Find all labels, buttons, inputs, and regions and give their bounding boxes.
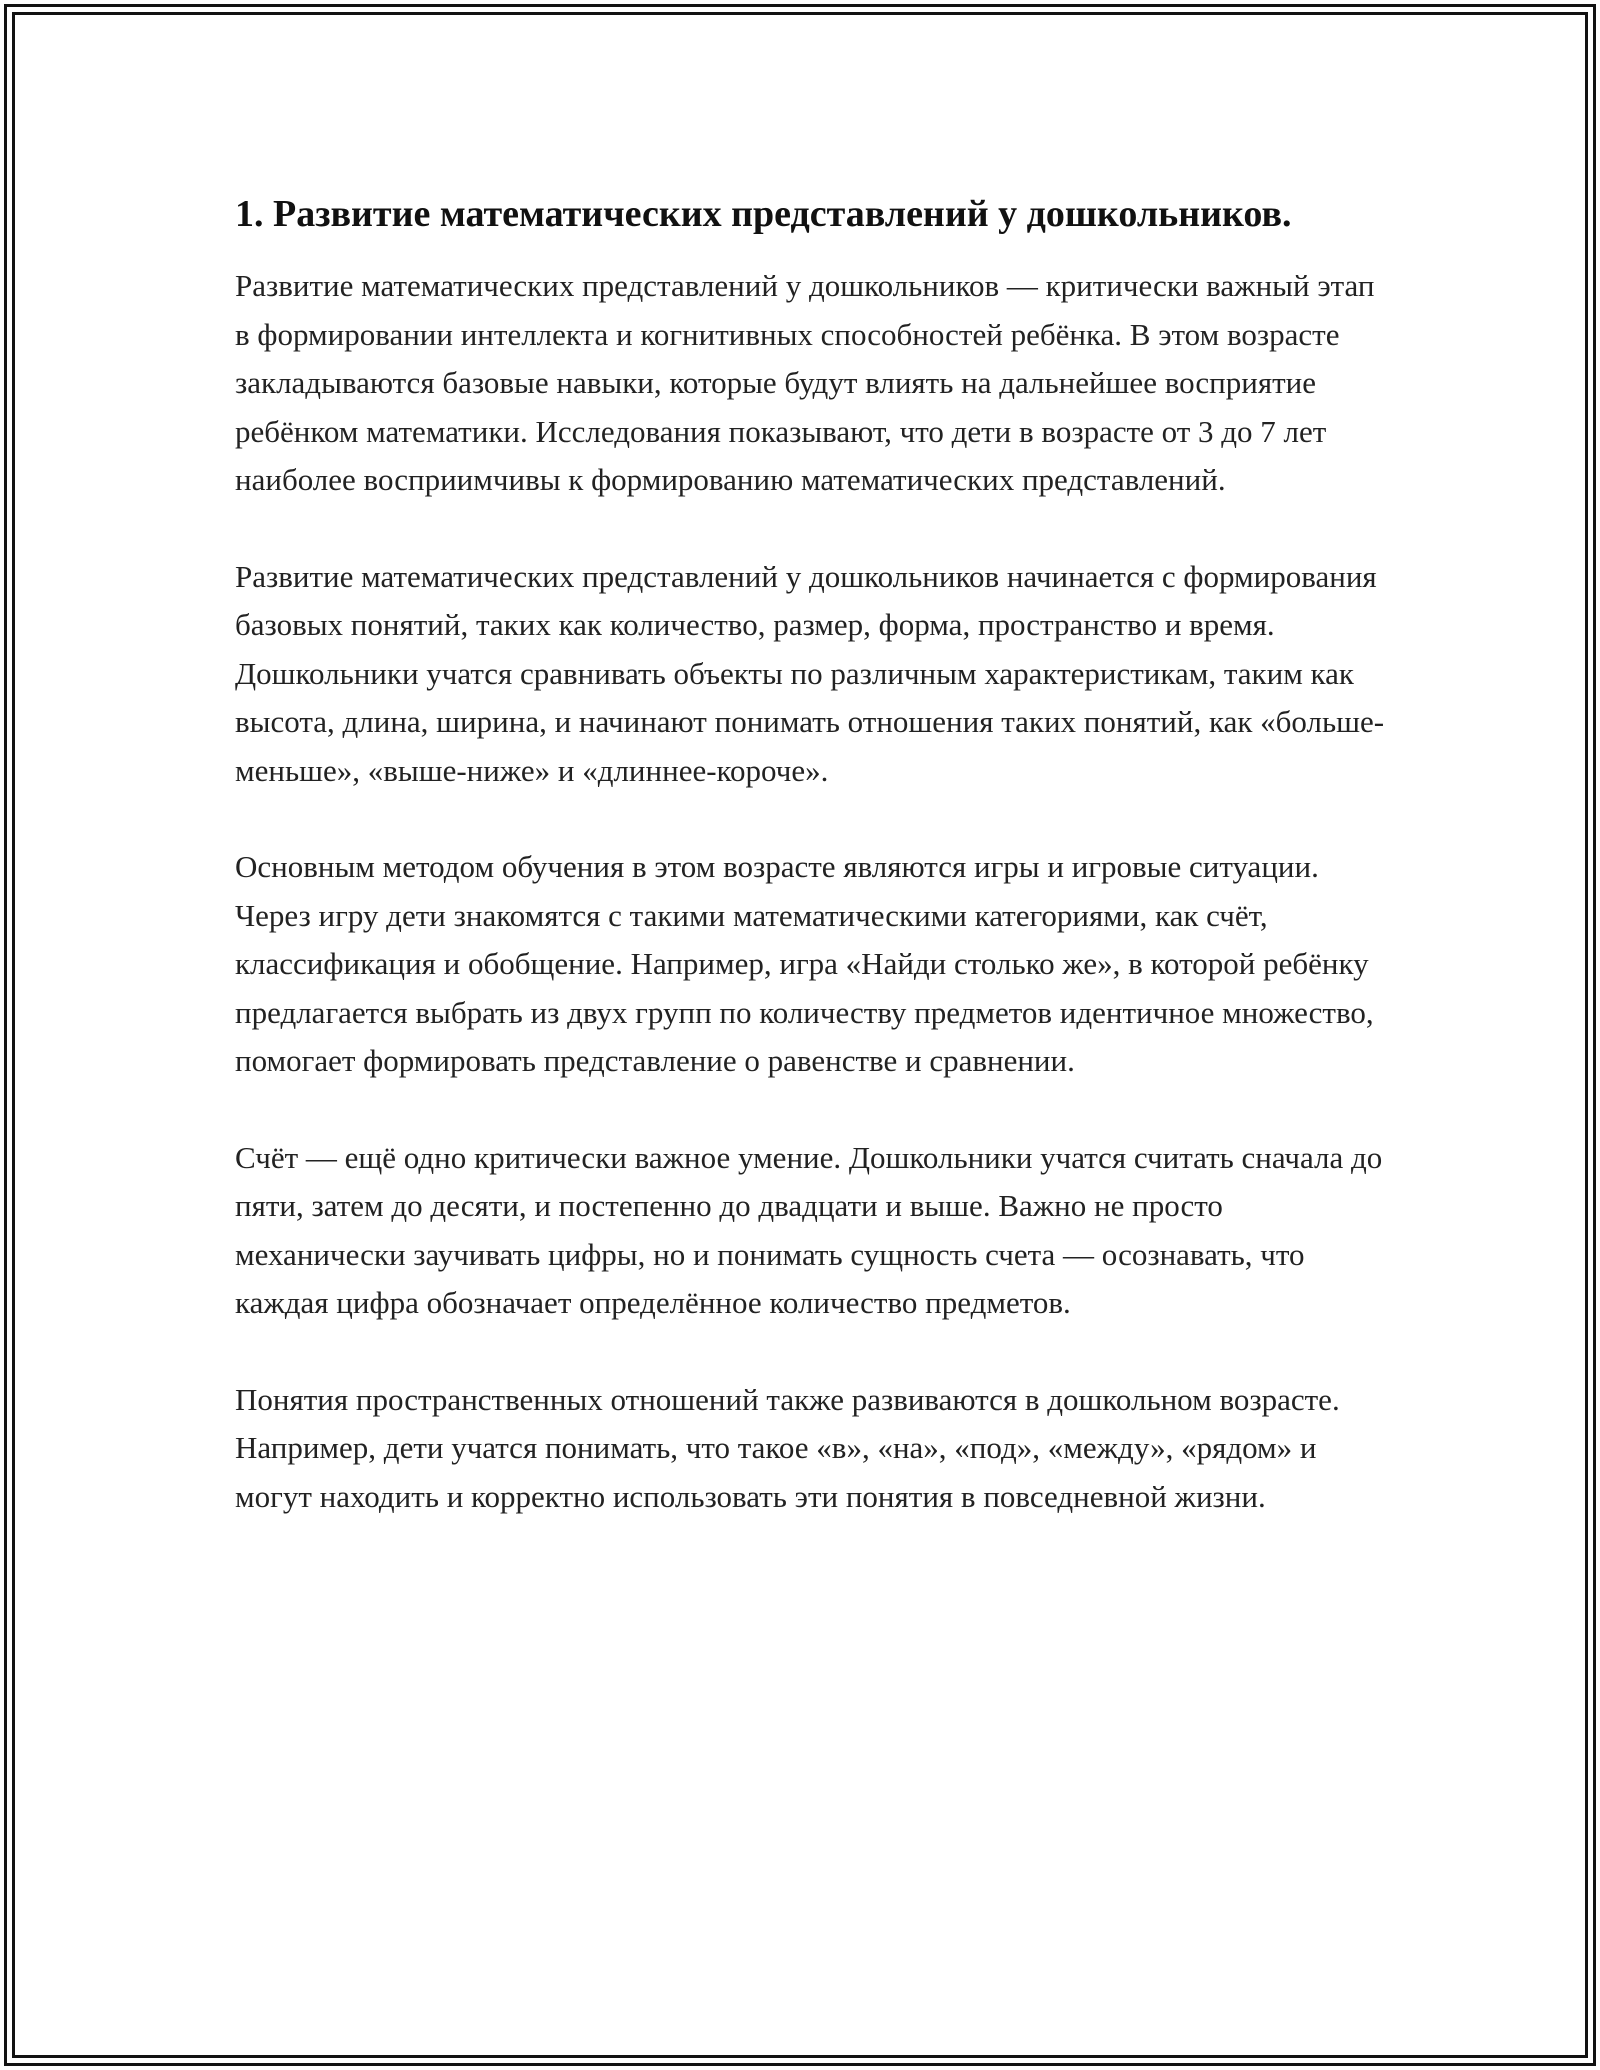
paragraph-intro: Развитие математических представлений у дошкольников — критически важный этап в формировании интеллекта и когнитивных способностей ребёнка. В этом возрасте закладываются базовые навыки, которые будут влиять на дальнейшее восприятие ребёнком математики. Исследования показывают, что дети в возрасте от 3 до 7 лет наиболее восприимчивы к формированию математических представлений. xyxy=(235,268,1375,497)
section-title: 1. Развитие математических представлений у дошкольников. xyxy=(235,193,1292,235)
paragraph-spatial: Понятия пространственных отношений также развиваются в дошкольном возрасте. Например, дети учатся понимать, что такое «в», «на», «под», «между», «рядом» и могут находить и корректно использовать эти понятия в повседневной жизни. xyxy=(235,1381,1340,1514)
paragraph-counting: Счёт — ещё одно критически важное умение. Дошкольники учатся считать сначала до пяти, затем до десяти, и постепенно до двадцати и выше. Важно не просто механически заучивать цифры, но и понимать сущность счета — осознавать, что каждая цифра обозначает определённое количество предметов. xyxy=(235,1139,1383,1320)
paragraph-games: Основным методом обучения в этом возрасте являются игры и игровые ситуации. Через игру дети знакомятся с такими математическими категориями, как счёт, классификация и обобщение. Например, игра «Найди столько же», в которой ребёнку предлагается выбрать из двух групп по количеству предметов идентичное множество, помогает формировать представление о равенстве и сравнении. xyxy=(235,849,1374,1078)
document-body xyxy=(235,190,1385,1521)
paragraph-basic-concepts: Развитие математических представлений у дошкольников начинается с формирования базовых понятий, таких как количество, размер, форма, пространство и время. Дошкольники учатся сравнивать объекты по различным характеристикам, таким как высота, длина, ширина, и начинают понимать отношения таких понятий, как «больше-меньше», «выше-ниже» и «длиннее-короче». xyxy=(235,558,1385,788)
